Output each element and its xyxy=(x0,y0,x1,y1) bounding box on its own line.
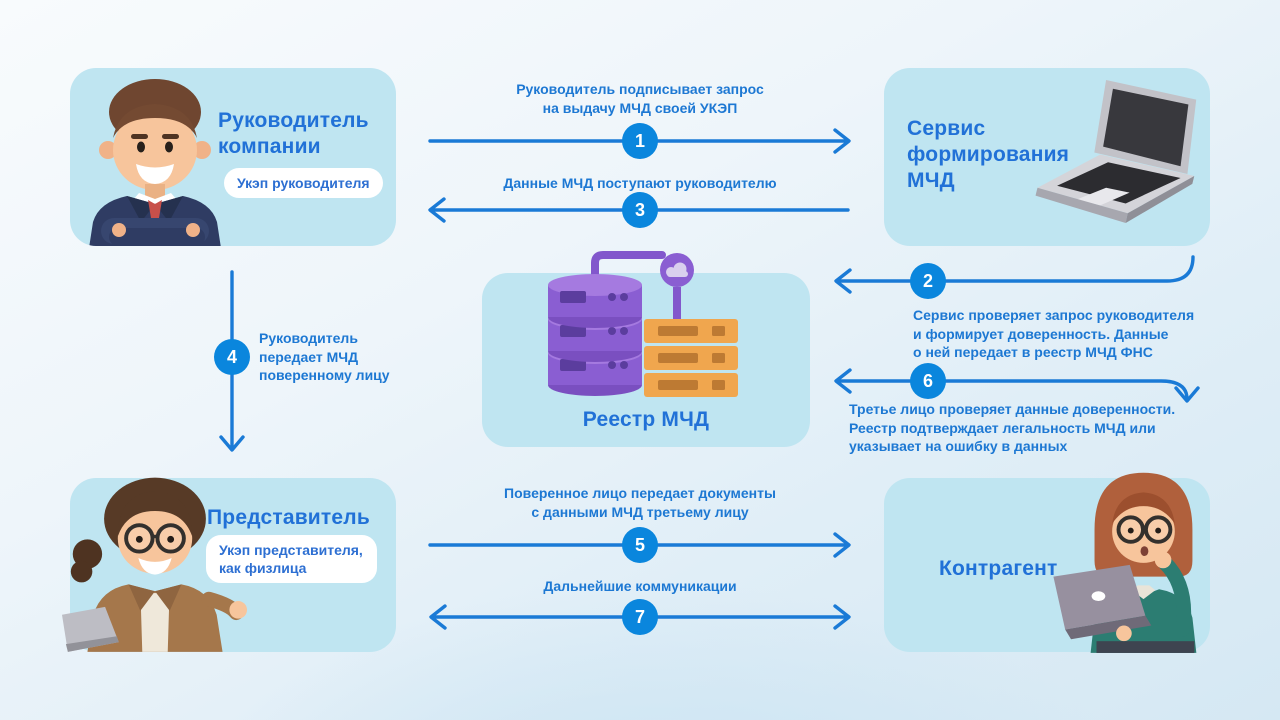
registry-card-title: Реестр МЧД xyxy=(582,408,710,431)
step-6-badge: 6 xyxy=(910,363,946,399)
service-card xyxy=(884,68,1210,246)
step-3-badge: 3 xyxy=(622,192,658,228)
leader-character-illustration xyxy=(74,70,236,246)
database-servers-icon xyxy=(540,249,744,399)
service-card-title: Сервис формирования МЧД xyxy=(907,117,1070,192)
contractor-card-title: Контрагент xyxy=(939,557,1058,580)
database-cylinders xyxy=(548,274,642,396)
step-6-label: Третье лицо проверяет данные доверенности. Реестр подтверждает легальность МЧД или указывает на ошибку в данных xyxy=(849,401,1176,454)
arrow-step6 xyxy=(836,370,1198,401)
leader-badge: Укэп руководителя xyxy=(224,168,383,198)
step-1-label: Руководитель подписывает запрос на выдачу МЧД своей УКЭП xyxy=(516,81,764,116)
step-1-badge: 1 xyxy=(622,123,658,159)
step-2-label: Сервис проверяет запрос руководителя и формирует доверенность. Данные о ней передает в реестр МЧД ФНС xyxy=(913,307,1195,360)
step-3-label: Данные МЧД поступают руководителю xyxy=(503,175,777,191)
step-7-label: Дальнейшие коммуникации xyxy=(543,578,737,594)
contractor-card xyxy=(884,478,1210,652)
step-4-label: Руководитель передает МЧД поверенному лицу xyxy=(259,330,390,383)
representative-card-title: Представитель xyxy=(207,506,370,529)
leader-card xyxy=(70,68,396,246)
leader-card-title: Руководитель компании xyxy=(218,109,369,158)
arrow-step2 xyxy=(836,257,1193,292)
step-5-label: Поверенное лицо передает документы с данными МЧД третьему лицу xyxy=(504,485,776,520)
step-5-badge: 5 xyxy=(622,527,658,563)
step-7-badge: 7 xyxy=(622,599,658,635)
registry-card xyxy=(482,273,810,447)
server-rack xyxy=(644,319,738,397)
step-2-badge: 2 xyxy=(910,263,946,299)
step-4-badge: 4 xyxy=(214,339,250,375)
representative-card xyxy=(70,478,396,652)
representative-badge: Укэп представителя, как физлица xyxy=(206,535,377,583)
